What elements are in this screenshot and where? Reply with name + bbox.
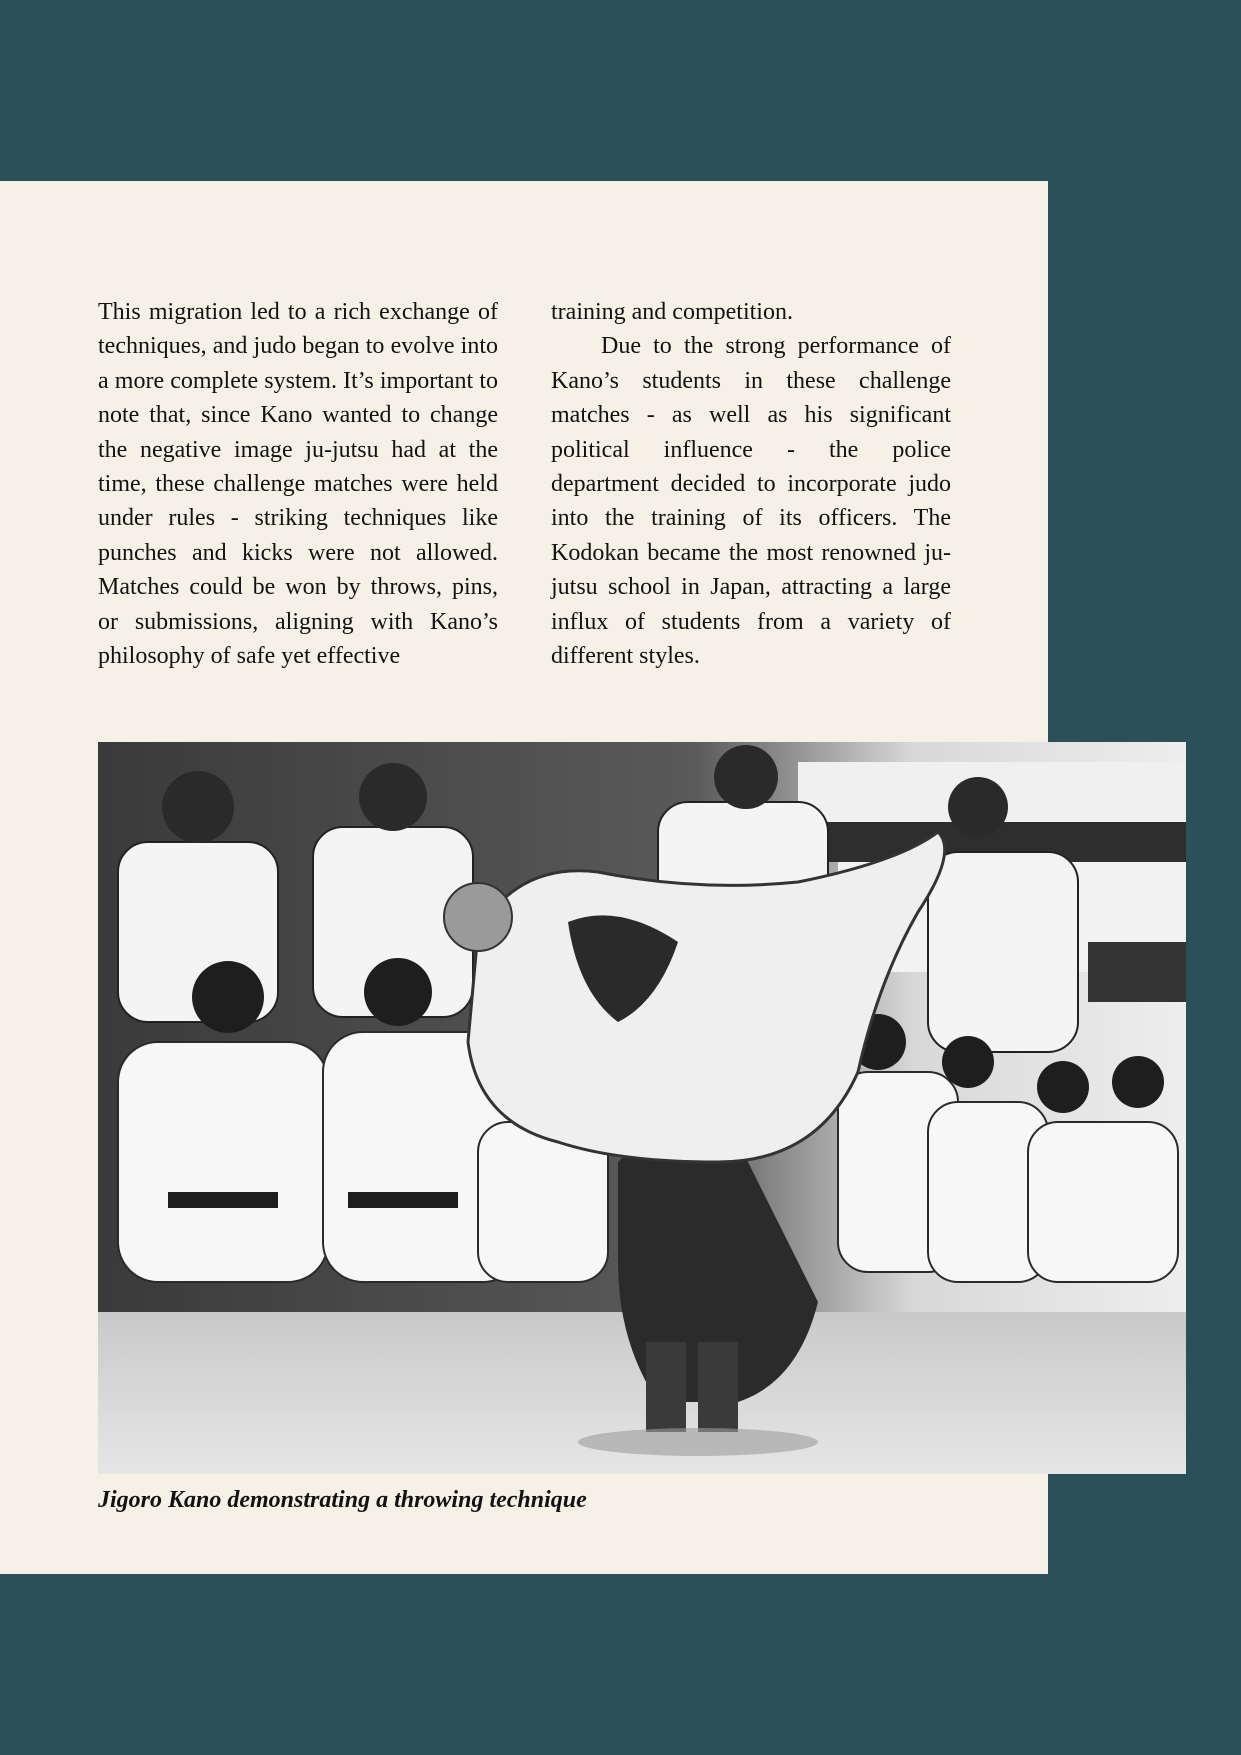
- paragraph-police: Due to the strong performance of Kano’s students in these challenge matches - as well as his significant political influence - the police department decided to incorporate judo into the training of its officers. The Kodokan became the most renowned ju-jutsu school in Japan, attracting a large influx of students from a variety of different styles.: [551, 333, 951, 670]
- paragraph-migration: This migration led to a rich exchange of techniques, and judo began to evolve into a more complete system. It’s important to note that, since Kano wanted to change the negative image ju-jutsu had at the time, these challenge matches were held under rules - striking techniques like punches and kicks were not allowed. Matches could be won by throws, pins, or submissions, aligning with Kano’s philosophy of safe yet effective: [98, 299, 498, 670]
- paragraph-continuation: training and competition.: [551, 299, 793, 325]
- figure-caption: Jigoro Kano demonstrating a throwing technique: [98, 1487, 587, 1513]
- text-column-right: [551, 295, 951, 673]
- text-column-left: [98, 295, 498, 673]
- judo-throw-photo: [98, 742, 1186, 1474]
